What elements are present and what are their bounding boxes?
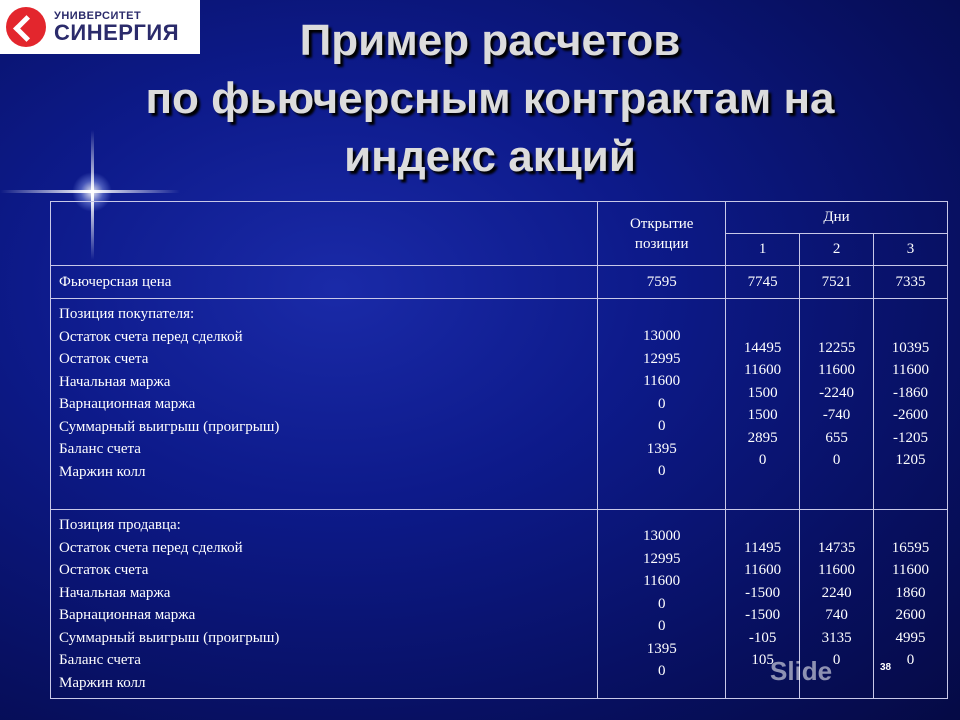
header-open-position: Открытие позиции bbox=[598, 202, 726, 266]
buyer-day-2: 12255 11600 -2240 -740 655 0 bbox=[800, 299, 874, 510]
price-open: 7595 bbox=[598, 266, 726, 299]
logo-mark-icon bbox=[6, 7, 46, 47]
header-day-2: 2 bbox=[800, 234, 874, 266]
sparkle-horizontal-ray bbox=[0, 190, 180, 193]
futures-table bbox=[50, 201, 948, 699]
buyer-open: 13000 12995 11600 0 0 1395 0 bbox=[598, 299, 726, 510]
seller-day-3: 16595 11600 1860 2600 4995 0 bbox=[874, 510, 948, 699]
buyer-labels: Позиция покупателя: Остаток счета перед сделкой Остаток счета Начальная маржа Варнационная маржа Суммарный выигрыш (проигрыш) Баланс счета Маржин колл bbox=[51, 299, 598, 510]
price-row-label: Фьючерсная цена bbox=[51, 266, 598, 299]
slide-title bbox=[60, 12, 920, 186]
logo-top-text: УНИВЕРСИТЕТ bbox=[54, 9, 142, 22]
logo-bottom-text: СИНЕРГИЯ bbox=[54, 19, 180, 45]
header-days: Дни bbox=[726, 202, 948, 234]
buyer-day-1: 14495 11600 1500 1500 2895 0 bbox=[726, 299, 800, 510]
title-line-1: Пример расчетов bbox=[299, 16, 681, 65]
buyer-day-3: 10395 11600 -1860 -2600 -1205 1205 bbox=[874, 299, 948, 510]
slide-number: 38 bbox=[880, 662, 892, 673]
seller-day-1: 11495 11600 -1500 -1500 -105 105 bbox=[726, 510, 800, 699]
seller-labels: Позиция продавца: Остаток счета перед сделкой Остаток счета Начальная маржа Варнационная маржа Суммарный выигрыш (проигрыш) Баланс счета Маржин колл bbox=[51, 510, 598, 699]
title-line-3: индекс акций bbox=[344, 132, 636, 181]
header-day-3: 3 bbox=[874, 234, 948, 266]
header-day-1: 1 bbox=[726, 234, 800, 266]
price-day-1: 7745 bbox=[726, 266, 800, 299]
seller-open: 13000 12995 11600 0 0 1395 0 bbox=[598, 510, 726, 699]
price-day-3: 7335 bbox=[874, 266, 948, 299]
header-empty-cell bbox=[51, 202, 598, 266]
watermark-text: Slide bbox=[770, 656, 833, 686]
title-line-2: по фьючерсным контрактам на bbox=[145, 74, 835, 123]
seller-day-2: 14735 11600 2240 740 3135 0 bbox=[800, 510, 874, 699]
price-day-2: 7521 bbox=[800, 266, 874, 299]
